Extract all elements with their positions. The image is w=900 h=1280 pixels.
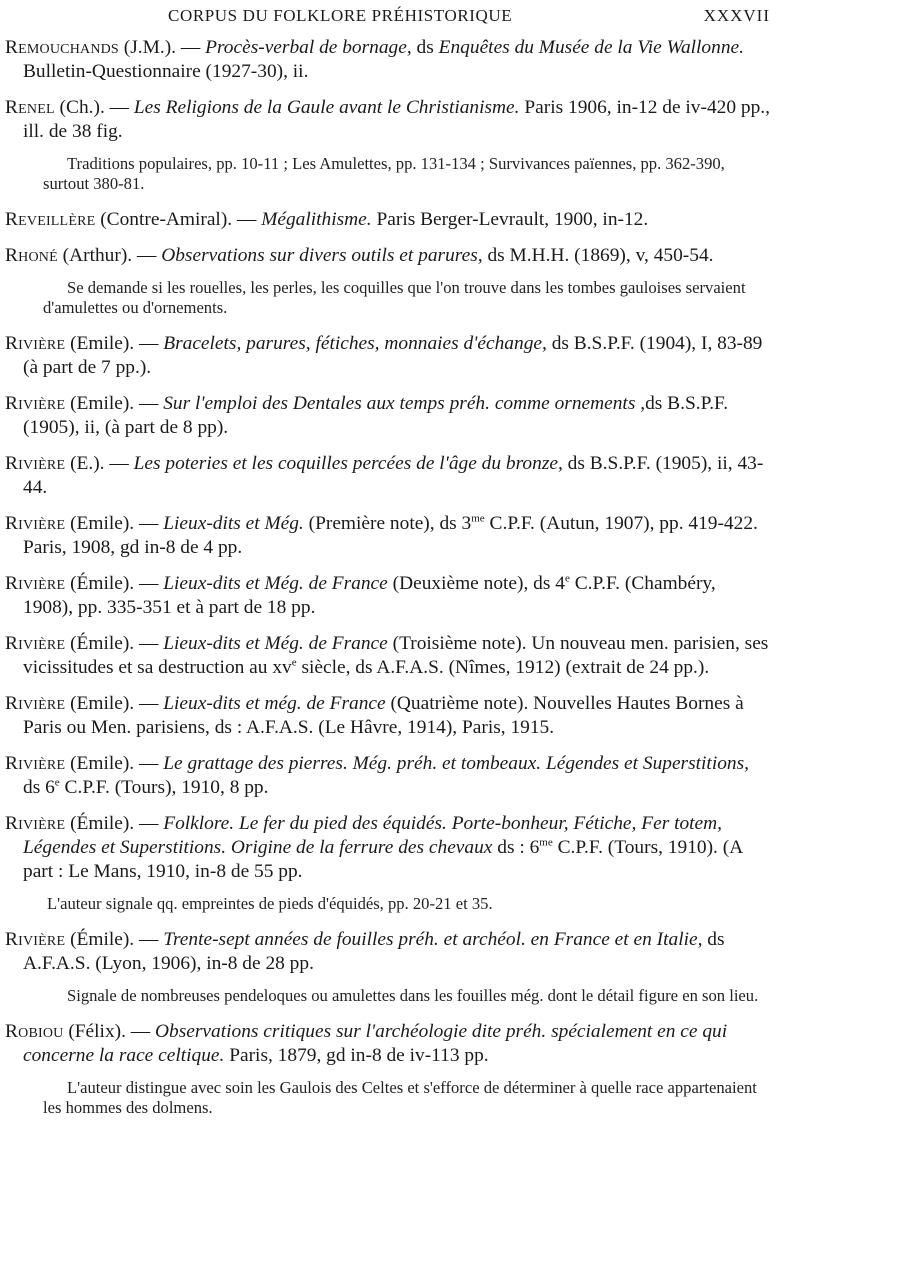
bibliography-list (0, 36, 770, 1118)
entry-remouchands: Remouchands (J.M.). — Procès-verbal de bornage, ds Enquêtes du Musée de la Vie Wallonne. Bulletin-Questionnaire (1927-30), ii. (5, 37, 744, 82)
entry-rhone: Rhoné (Arthur). — Observations sur divers outils et parures, ds M.H.H. (1869), v, 450-54. (5, 245, 714, 266)
page-header (0, 6, 770, 36)
note-folklore: L'auteur signale qq. empreintes de pieds d'équidés, pp. 20-21 et 35. (47, 894, 493, 913)
entry-riviere-grattage: Rivière (Emile). — Le grattage des pierres. Még. préh. et tombeaux. Légendes et Superstitions, ds 6e C.P.F. (Tours), 1910, 8 pp. (5, 753, 749, 798)
entry-riviere-lieux-3: Rivière (Émile). — Lieux-dits et Még. de France (Troisième note). Un nouveau men. parisien, ses vicissitudes et sa destruction au $xv^e$ siècle, ds A.F.A.S. (Nîmes, 1912) (extrait de 24 pp.). (5, 633, 769, 678)
page-number: XXXVII (703, 6, 770, 25)
entry-riviere-lieux-4: Rivière (Emile). — Lieux-dits et még. de France (Quatrième note). Nouvelles Hautes Bornes à Paris ou Men. parisiens, ds : A.F.A.S. (Le Hâvre, 1914), Paris, 1915. (5, 693, 744, 738)
entry-riviere-bracelets: Rivière (Emile). — Bracelets, parures, fétiches, monnaies d'échange, ds B.S.P.F. (1904), I, 83-89 (à part de 7 pp.). (5, 333, 763, 378)
note-renel: Traditions populaires, pp. 10-11 ; Les Amulettes, pp. 131-134 ; Survivances païennes, pp. 362-390, surtout 380-81. (43, 154, 725, 193)
entry-riviere-poteries: Rivière (E.). — Les poteries et les coquilles percées de l'âge du bronze, ds B.S.P.F. (1905), ii, 43-44. (5, 453, 764, 498)
entry-riviere-trente: Rivière (Émile). — Trente-sept années de fouilles préh. et archéol. en France et en Italie, ds A.F.A.S. (Lyon, 1906), in-8 de 28 pp. (5, 929, 725, 974)
entry-robiou: Robiou (Félix). — Observations critiques sur l'archéologie dite préh. spécialement en ce qui concerne la race celtique. Paris, 1879, gd in-8 de iv-113 pp. (5, 1021, 728, 1066)
note-trente: Signale de nombreuses pendeloques ou amulettes dans les fouilles még. dont le détail figure en son lieu. (67, 986, 759, 1005)
note-rhone: Se demande si les rouelles, les perles, les coquilles que l'on trouve dans les tombes gauloises servaient d'amulettes ou d'ornements. (43, 278, 746, 317)
note-robiou: L'auteur distingue avec soin les Gaulois des Celtes et s'efforce de déterminer à quelle race appartenaient les hommes des dolmens. (43, 1078, 757, 1117)
running-title: CORPUS DU FOLKLORE PRÉHISTORIQUE (168, 6, 513, 25)
entry-riviere-folklore: Rivière (Émile). — Folklore. Le fer du pied des équidés. Porte-bonheur, Fétiche, Fer totem, Légendes et Superstitions. Origine de la ferrure des chevaux ds : $6^{me}$ C.P.F. (Tours, 1910). (A part : Le Mans, 1910, in-8 de 55 pp. (5, 813, 743, 882)
entry-reveillere: Reveillère (Contre-Amiral). — Mégalithisme. Paris Berger-Levrault, 1900, in-12. (5, 209, 649, 230)
entry-renel: Renel (Ch.). — Les Religions de la Gaule avant le Christianisme. Paris 1906, in-12 de iv-420 pp., ill. de 38 fig. (5, 97, 770, 142)
entry-riviere-lieux-1: Rivière (Emile). — Lieux-dits et Még. (Première note), ds $3^{me}$ C.P.F. (Autun, 1907), pp. 419-422. Paris, 1908, gd in-8 de 4 pp. (5, 512, 758, 558)
entry-riviere-dentales: Rivière (Emile). — Sur l'emploi des Dentales aux temps préh. comme ornements ,ds B.S.P.F. (1905), ii, (à part de 8 pp). (5, 393, 729, 438)
entry-riviere-lieux-2: Rivière (Émile). — Lieux-dits et Még. de France (Deuxième note), ds 4e C.P.F. (Chambéry, 1908), pp. 335-351 et à part de 18 pp. (5, 572, 716, 618)
